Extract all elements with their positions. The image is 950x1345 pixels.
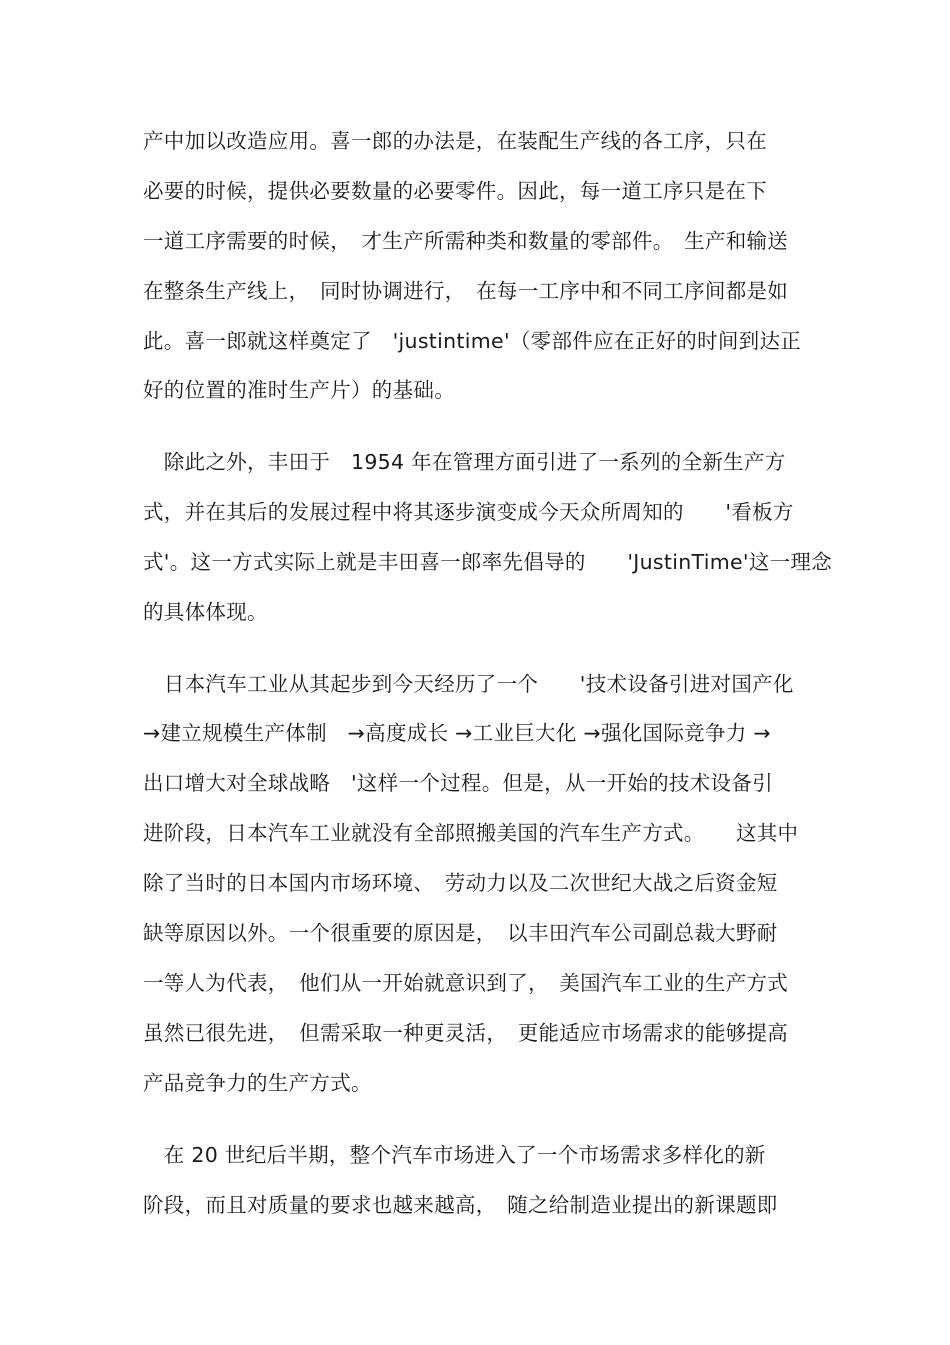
paragraph-3-line-1: 日本汽车工业从其起步到今天经历了一个 '技术设备引进对国产化 bbox=[143, 672, 794, 696]
paragraph-3-line-7: 一等人为代表， 他们从一开始就意识到了， 美国汽车工业的生产方式 bbox=[143, 971, 789, 995]
paragraph-1-line-6: 好的位置的准时生产片）的基础。 bbox=[143, 378, 455, 402]
paragraph-1-line-2: 必要的时候，提供必要数量的必要零件。因此，每一道工序只是在下 bbox=[143, 179, 767, 203]
paragraph-1-line-1: 产中加以改造应用。喜一郎的办法是，在装配生产线的各工序，只在 bbox=[143, 129, 767, 153]
paragraph-4-line-2: 阶段，而且对质量的要求也越来越高， 随之给制造业提出的新课题即 bbox=[143, 1193, 778, 1217]
paragraph-2-line-4: 的具体体现。 bbox=[143, 600, 268, 624]
paragraph-4-line-1: 在 20 世纪后半期，整个汽车市场进入了一个市场需求多样化的新 bbox=[143, 1143, 766, 1167]
paragraph-3-line-3: 出口增大对全球战略 '这样一个过程。但是，从一开始的技术设备引 bbox=[143, 771, 773, 795]
paragraph-3-line-9: 产品竞争力的生产方式。 bbox=[143, 1071, 372, 1095]
paragraph-1-line-4: 在整条生产线上， 同时协调进行， 在每一工序中和不同工序间都是如 bbox=[143, 279, 789, 303]
paragraph-1-line-3: 一道工序需要的时候， 才生产所需种类和数量的零部件。 生产和输送 bbox=[143, 229, 789, 253]
paragraph-2-line-2: 式，并在其后的发展过程中将其逐步演变成今天众所周知的 '看板方 bbox=[143, 500, 794, 524]
paragraph-1-line-5: 此。喜一郎就这样奠定了 'justintime'（零部件应在正好的时间到达正 bbox=[143, 329, 802, 353]
paragraph-3-line-6: 缺等原因以外。一个很重要的原因是， 以丰田汽车公司副总裁大野耐 bbox=[143, 921, 778, 945]
paragraph-3-line-8: 虽然已很先进， 但需采取一种更灵活， 更能适应市场需求的能够提高 bbox=[143, 1021, 789, 1045]
paragraph-3-line-4: 进阶段，日本汽车工业就没有全部照搬美国的汽车生产方式。 这其中 bbox=[143, 821, 799, 845]
paragraph-2-line-3: 式'。这一方式实际上就是丰田喜一郎率先倡导的 'JustinTime'这一理念 bbox=[143, 550, 833, 574]
paragraph-3-line-5: 除了当时的日本国内市场环境、 劳动力以及二次世纪大战之后资金短 bbox=[143, 871, 778, 895]
paragraph-3-line-2: →建立规模生产体制 →高度成长 →工业巨大化 →强化国际竞争力 → bbox=[143, 721, 771, 745]
paragraph-2-line-1: 除此之外，丰田于 1954 年在管理方面引进了一系列的全新生产方 bbox=[143, 450, 786, 474]
